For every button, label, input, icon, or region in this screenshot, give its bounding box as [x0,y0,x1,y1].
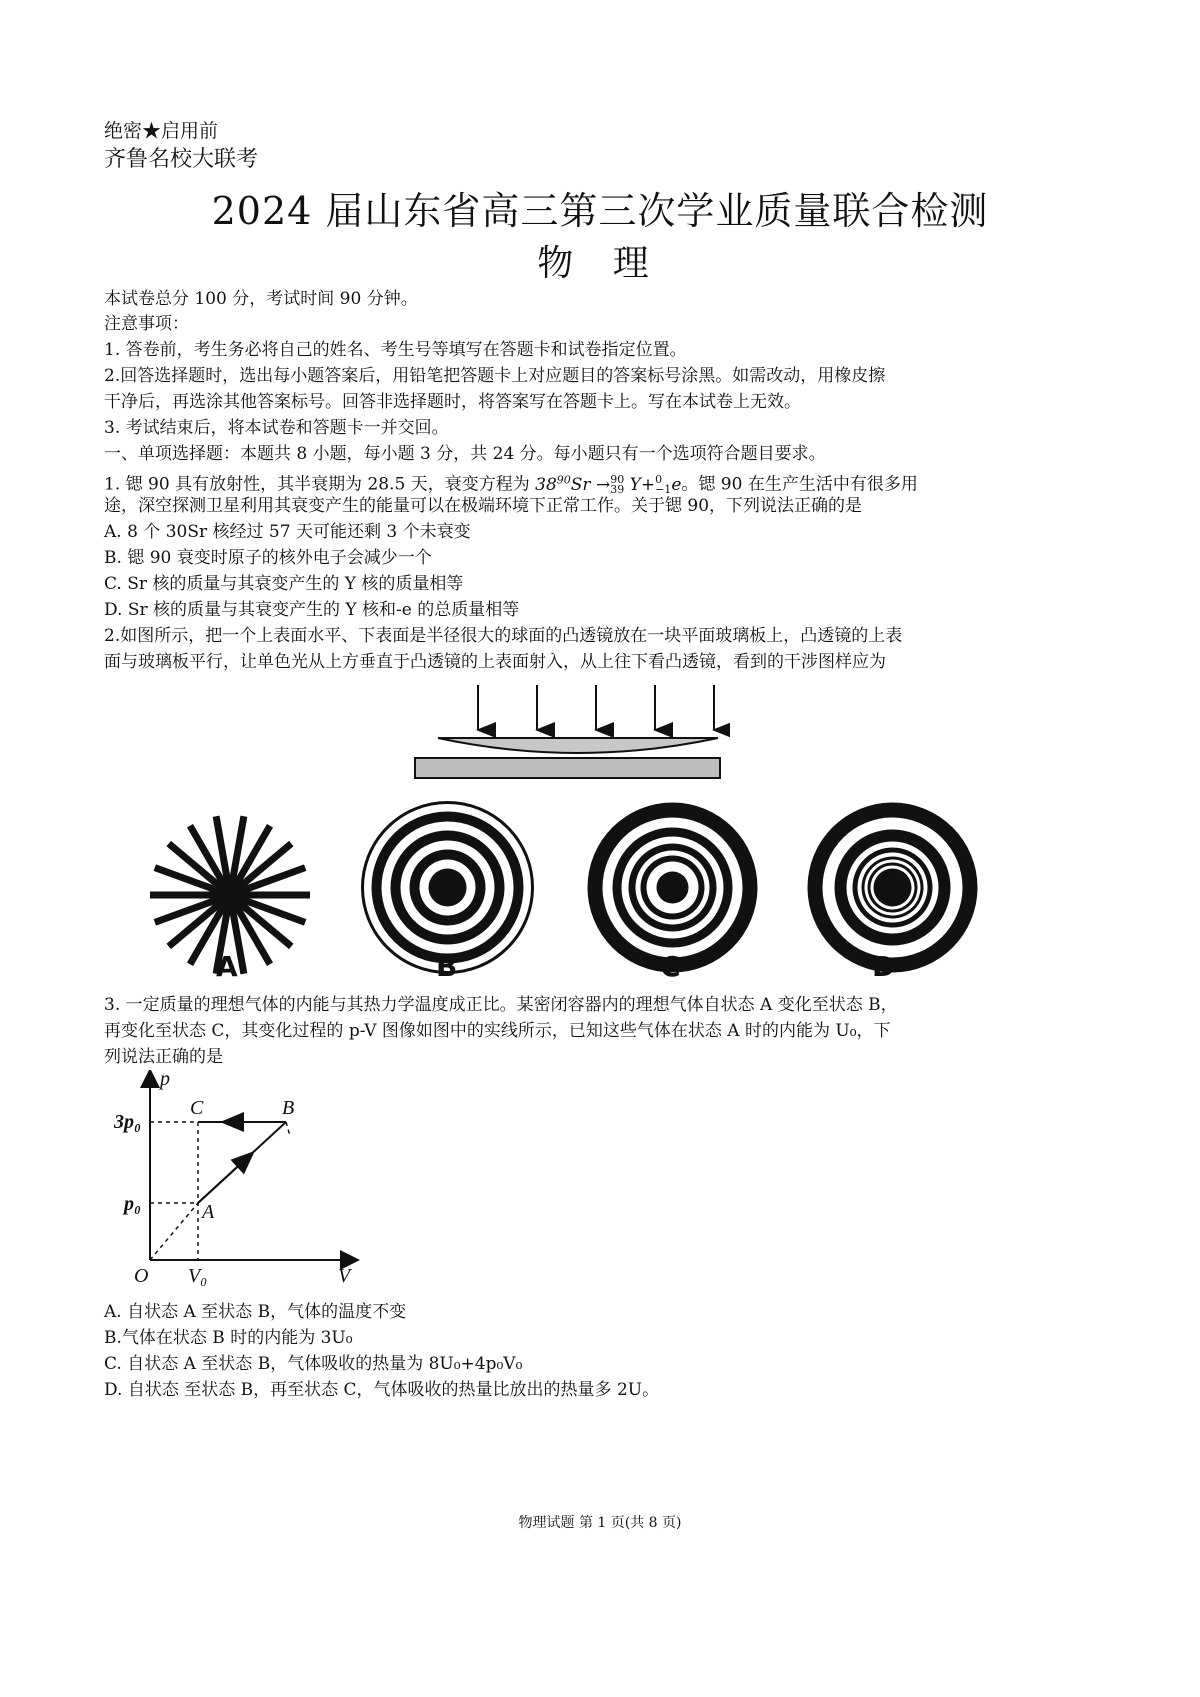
q1-line1 [104,468,918,497]
eq-e-nums [655,475,671,495]
glass-plate [415,758,720,778]
pattern-c-rings [585,800,760,975]
note-1: 1. 答卷前，考生务必将自己的姓名、考生号等填写在答题卡和试卷指定位置。 [104,340,687,360]
q1-option-d: D. Sr 核的质量与其衰变产生的 Y 核和-e 的总质量相等 [104,600,520,620]
q3-option-b: B.气体在状态 B 时的内能为 3U₀ [104,1328,353,1348]
light-arrows [478,685,714,730]
eq-sr-symbol: Sr [570,474,591,495]
v0-label: V₀ [188,1265,208,1287]
eq-y-symbol: Y+ [624,474,656,495]
origin-label: O [134,1265,149,1287]
pattern-c-label: C [660,950,681,983]
eq-sr-mass: 90 [556,473,571,486]
q1-line2: 途，深空探测卫星利用其衰变产生的能量可以在极端环境下正常工作。关于锶 90，下列说法正确的是 [104,496,863,516]
eq-y-mass: 90 [610,473,625,487]
eq-sr-prefix: 38 [535,474,557,495]
q1-text-b: 。锶 90 在生产生活中有很多用 [681,474,918,495]
exam-title: 2024 届山东省高三第三次学业质量联合检测 [211,189,989,233]
q3-option-a: A. 自状态 A 至状态 B，气体的温度不变 [104,1302,407,1322]
q2-line2: 面与玻璃板平行，让单色光从上方垂直于凸透镜的上表面射入，从上往下看凸透镜，看到的干涉图样应为 [104,652,886,672]
q2-line1: 2.如图所示，把一个上表面水平、下表面是半径很大的球面的凸透镜放在一块平面玻璃板上，凸透镜的上表 [104,626,903,646]
pattern-b-rings [360,800,535,975]
point-a-label: A [202,1201,215,1223]
q3-line3: 列说法正确的是 [104,1047,223,1067]
eq-e-z: −1 [655,483,672,497]
pattern-d-label: D [872,950,896,983]
eq-y-z: 39 [610,483,625,497]
q1-option-a: A. 8 个 30Sr 核经过 57 天可能还剩 3 个未衰变 [104,522,471,542]
lens-apparatus-figure [400,680,730,805]
convex-lens [438,738,718,753]
alliance-name: 齐鲁名校大联考 [104,147,259,172]
point-b-label: B [282,1097,295,1119]
section-1-heading: 一、单项选择题：本题共 8 小题，每小题 3 分，共 24 分。每小题只有一个选项符合题目要求。 [104,444,826,464]
eq-y-nums [610,475,624,495]
q1-text-a: 1. 锶 90 具有放射性，其半衰期为 28.5 天，衰变方程为 [104,474,536,495]
eq-arrow: → [590,474,611,495]
pattern-a-label: A [216,950,238,983]
page-footer: 物理试题 第 1 页(共 8 页) [518,1515,682,1531]
p-axis-label: p [160,1070,170,1090]
secret-mark: 绝密★启用前 [104,120,219,142]
pattern-d-rings [805,800,980,975]
subject-title: 物 理 [537,243,663,284]
score-time: 本试卷总分 100 分，考试时间 90 分钟。 [104,289,418,309]
q3-line2: 再变化至状态 C，其变化过程的 p-V 图像如图中的实线所示，已知这些气体在状态 A 时的内能为 U₀，下 [104,1021,891,1041]
eq-e-mass: 0 [655,473,663,487]
q3-option-d: D. 自状态 至状态 B，再至状态 C，气体吸收的热量比放出的热量多 2U。 [104,1380,660,1400]
pv-graph [110,1070,370,1295]
q1-equation [535,475,681,495]
q1-option-c: C. Sr 核的质量与其衰变产生的 Y 核的质量相等 [104,574,464,594]
dashed-guides [150,1122,290,1260]
arrow-a-to-b [198,1159,246,1203]
q1-option-b: B. 锶 90 衰变时原子的核外电子会减少一个 [104,548,432,568]
pattern-b-label: B [436,950,458,983]
point-c-label: C [190,1097,204,1119]
note-2-line2: 干净后，再选涂其他答案标号。回答非选择题时，将答案写在答题卡上。写在本试卷上无效。 [104,392,801,412]
eq-e-symbol: e [671,474,682,495]
v-axis-label: V [338,1265,351,1287]
q3-line1: 3. 一定质量的理想气体的内能与其热力学温度成正比。某密闭容器内的理想气体自状态 A 变化至状态 B， [104,995,898,1015]
p3-label: 3p₀ [114,1111,141,1133]
p1-label: p₀ [124,1193,141,1215]
note-3: 3. 考试结束后，将本试卷和答题卡一并交回。 [104,418,449,438]
notes-title: 注意事项： [104,314,189,334]
note-2-line1: 2.回答选择题时，选出每小题答案后，用铅笔把答题卡上对应题目的答案标号涂黑。如需改动，用橡皮擦 [104,366,886,386]
q3-option-c: C. 自状态 A 至状态 B，气体吸收的热量为 8U₀+4p₀V₀ [104,1354,523,1374]
